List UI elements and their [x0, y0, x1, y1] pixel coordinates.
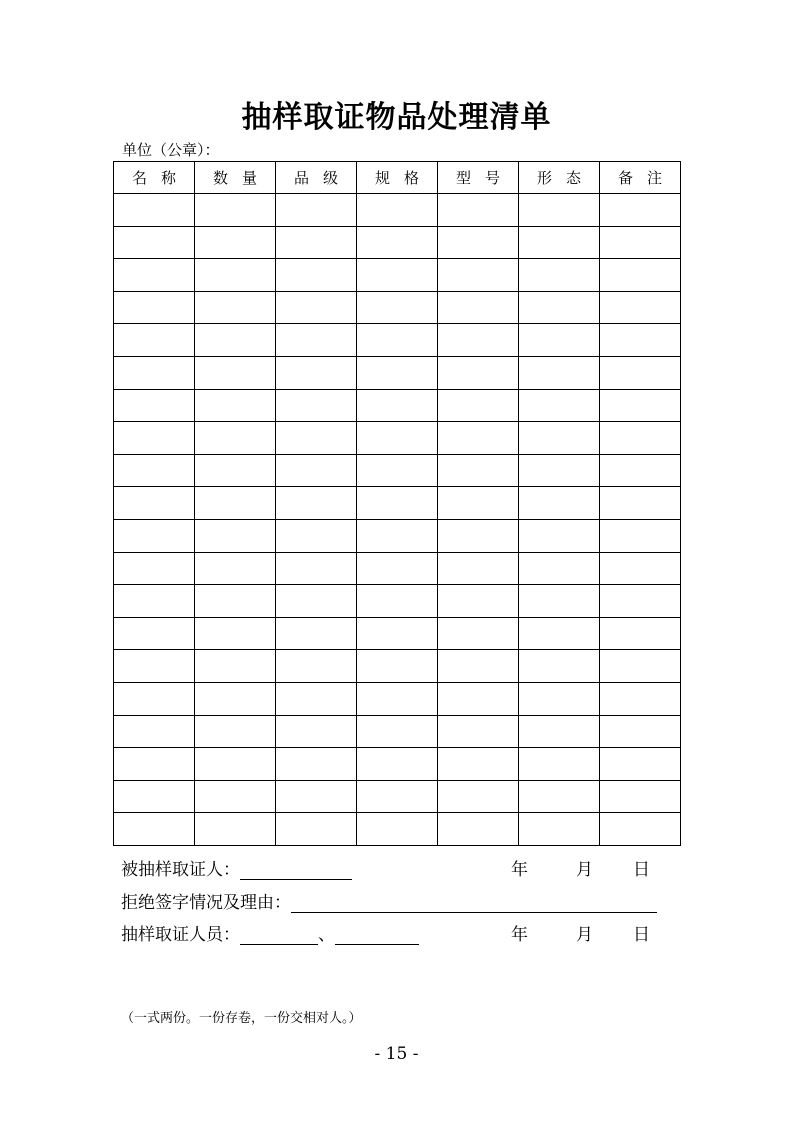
- table-cell[interactable]: [600, 682, 681, 715]
- table-row: [114, 194, 681, 227]
- table-cell[interactable]: [357, 226, 438, 259]
- table-cell[interactable]: [195, 226, 276, 259]
- table-cell[interactable]: [438, 715, 519, 748]
- date-day-label: 日: [633, 925, 650, 945]
- table-cell[interactable]: [519, 552, 600, 585]
- table-row: [114, 226, 681, 259]
- table-cell[interactable]: [195, 813, 276, 846]
- column-header-spec: 规格: [357, 162, 438, 194]
- table-cell[interactable]: [114, 324, 195, 357]
- table-row: [114, 291, 681, 324]
- table-cell[interactable]: [276, 585, 357, 618]
- table-cell[interactable]: [357, 650, 438, 683]
- table-cell[interactable]: [276, 356, 357, 389]
- table-cell[interactable]: [114, 617, 195, 650]
- table-cell[interactable]: [438, 650, 519, 683]
- table-cell[interactable]: [276, 617, 357, 650]
- table-cell[interactable]: [276, 682, 357, 715]
- refusal-row: [121, 888, 657, 913]
- column-header-quantity: 数量: [195, 162, 276, 194]
- table-row: [114, 422, 681, 455]
- table-cell[interactable]: [195, 585, 276, 618]
- unit-seal-label: 单位（公章）：: [122, 141, 220, 159]
- table-row: [114, 650, 681, 683]
- table-cell[interactable]: [357, 487, 438, 520]
- table-cell[interactable]: [195, 650, 276, 683]
- table-cell[interactable]: [195, 291, 276, 324]
- table-cell[interactable]: [114, 356, 195, 389]
- table-row: [114, 389, 681, 422]
- table-cell[interactable]: [276, 454, 357, 487]
- table-cell[interactable]: [519, 585, 600, 618]
- table-cell[interactable]: [519, 194, 600, 227]
- table-cell[interactable]: [114, 194, 195, 227]
- table-cell[interactable]: [438, 780, 519, 813]
- table-cell[interactable]: [438, 813, 519, 846]
- table-cell[interactable]: [600, 356, 681, 389]
- sampled-party-signature-line[interactable]: [240, 861, 352, 880]
- table-cell[interactable]: [519, 780, 600, 813]
- date-day-label: 日: [633, 860, 650, 880]
- copies-note: （一式两份。一份存卷，一份交相对人。）: [121, 1011, 362, 1026]
- table-cell[interactable]: [357, 552, 438, 585]
- staff-row: [121, 920, 419, 945]
- table-cell[interactable]: [438, 552, 519, 585]
- table-cell[interactable]: [114, 780, 195, 813]
- table-cell[interactable]: [438, 259, 519, 292]
- sampled-party-label: 被抽样取证人：: [121, 860, 240, 880]
- table-cell[interactable]: [357, 780, 438, 813]
- table-cell[interactable]: [195, 487, 276, 520]
- table-cell[interactable]: [276, 324, 357, 357]
- table-cell[interactable]: [519, 356, 600, 389]
- table-cell[interactable]: [276, 389, 357, 422]
- table-cell[interactable]: [357, 617, 438, 650]
- refusal-reason-line[interactable]: [291, 894, 657, 913]
- staff-date: [511, 920, 650, 945]
- table-cell[interactable]: [114, 259, 195, 292]
- table-cell[interactable]: [276, 259, 357, 292]
- table-cell[interactable]: [276, 487, 357, 520]
- table-cell[interactable]: [276, 813, 357, 846]
- table-cell[interactable]: [438, 356, 519, 389]
- table-cell[interactable]: [519, 226, 600, 259]
- column-header-model: 型号: [438, 162, 519, 194]
- table-cell[interactable]: [114, 650, 195, 683]
- table-cell[interactable]: [600, 291, 681, 324]
- date-year-label: 年: [511, 925, 528, 945]
- table-cell[interactable]: [195, 454, 276, 487]
- table-header-row: [114, 162, 681, 194]
- table-cell[interactable]: [114, 454, 195, 487]
- table-cell[interactable]: [276, 748, 357, 781]
- table-cell[interactable]: [357, 259, 438, 292]
- table-cell[interactable]: [114, 682, 195, 715]
- table-cell[interactable]: [357, 194, 438, 227]
- table-cell[interactable]: [195, 682, 276, 715]
- table-cell[interactable]: [357, 519, 438, 552]
- table-cell[interactable]: [195, 422, 276, 455]
- table-cell[interactable]: [600, 650, 681, 683]
- items-table: [113, 161, 681, 846]
- table-cell[interactable]: [114, 487, 195, 520]
- table-cell[interactable]: [195, 389, 276, 422]
- table-cell[interactable]: [114, 226, 195, 259]
- table-cell[interactable]: [438, 682, 519, 715]
- table-row: [114, 259, 681, 292]
- table-cell[interactable]: [114, 422, 195, 455]
- table-cell[interactable]: [600, 324, 681, 357]
- page-number: - 15 -: [374, 1044, 419, 1064]
- table-row: [114, 780, 681, 813]
- staff-separator: 、: [318, 925, 335, 945]
- table-cell[interactable]: [357, 389, 438, 422]
- table-cell[interactable]: [519, 389, 600, 422]
- table-cell[interactable]: [114, 389, 195, 422]
- table-cell[interactable]: [357, 422, 438, 455]
- table-cell[interactable]: [357, 324, 438, 357]
- table-cell[interactable]: [276, 780, 357, 813]
- table-cell[interactable]: [276, 715, 357, 748]
- table-row: [114, 454, 681, 487]
- table-cell[interactable]: [114, 748, 195, 781]
- column-header-name: 名称: [114, 162, 195, 194]
- table-cell[interactable]: [600, 389, 681, 422]
- table-cell[interactable]: [519, 715, 600, 748]
- table-cell[interactable]: [600, 748, 681, 781]
- table-cell[interactable]: [519, 748, 600, 781]
- staff-label: 抽样取证人员：: [121, 925, 240, 945]
- table-cell[interactable]: [195, 324, 276, 357]
- table-cell[interactable]: [600, 780, 681, 813]
- column-header-grade: 品级: [276, 162, 357, 194]
- table-row: [114, 356, 681, 389]
- table-cell[interactable]: [438, 585, 519, 618]
- table-cell[interactable]: [438, 454, 519, 487]
- table-row: [114, 519, 681, 552]
- table-row: [114, 748, 681, 781]
- table-cell[interactable]: [519, 617, 600, 650]
- table-cell[interactable]: [438, 748, 519, 781]
- table-cell[interactable]: [600, 585, 681, 618]
- table-cell[interactable]: [195, 715, 276, 748]
- table-cell[interactable]: [195, 519, 276, 552]
- table-cell[interactable]: [600, 487, 681, 520]
- table-cell[interactable]: [276, 519, 357, 552]
- table-cell[interactable]: [600, 194, 681, 227]
- table-cell[interactable]: [600, 552, 681, 585]
- table-cell[interactable]: [438, 422, 519, 455]
- column-header-form: 形态: [519, 162, 600, 194]
- column-header-remarks: 备注: [600, 162, 681, 194]
- table-cell[interactable]: [357, 291, 438, 324]
- table-row: [114, 617, 681, 650]
- table-row: [114, 715, 681, 748]
- table-cell[interactable]: [276, 650, 357, 683]
- table-cell[interactable]: [276, 194, 357, 227]
- table-cell[interactable]: [600, 715, 681, 748]
- table-cell[interactable]: [519, 487, 600, 520]
- table-cell[interactable]: [600, 813, 681, 846]
- table-row: [114, 487, 681, 520]
- table-cell[interactable]: [438, 194, 519, 227]
- table-cell[interactable]: [519, 324, 600, 357]
- form-title: 抽样取证物品处理清单: [241, 100, 552, 135]
- date-month-label: 月: [576, 925, 593, 945]
- table-cell[interactable]: [195, 356, 276, 389]
- table-cell[interactable]: [600, 422, 681, 455]
- table-cell[interactable]: [114, 519, 195, 552]
- table-cell[interactable]: [357, 585, 438, 618]
- table-body: [114, 194, 681, 846]
- table-cell[interactable]: [195, 748, 276, 781]
- table-cell[interactable]: [438, 291, 519, 324]
- table-cell[interactable]: [600, 617, 681, 650]
- table-cell[interactable]: [276, 552, 357, 585]
- date-year-label: 年: [511, 860, 528, 880]
- table-cell[interactable]: [519, 813, 600, 846]
- table-cell[interactable]: [357, 454, 438, 487]
- table-cell[interactable]: [438, 389, 519, 422]
- table-cell[interactable]: [600, 454, 681, 487]
- table-cell[interactable]: [519, 422, 600, 455]
- table-cell[interactable]: [195, 259, 276, 292]
- table-cell[interactable]: [276, 422, 357, 455]
- table-cell[interactable]: [114, 291, 195, 324]
- table-cell[interactable]: [114, 585, 195, 618]
- date-month-label: 月: [576, 860, 593, 880]
- table-cell[interactable]: [195, 617, 276, 650]
- table-cell[interactable]: [438, 324, 519, 357]
- table-cell[interactable]: [195, 552, 276, 585]
- table-cell[interactable]: [114, 552, 195, 585]
- table-cell[interactable]: [438, 487, 519, 520]
- table-cell[interactable]: [114, 813, 195, 846]
- table-cell[interactable]: [438, 519, 519, 552]
- table-cell[interactable]: [600, 226, 681, 259]
- table-cell[interactable]: [519, 291, 600, 324]
- table-row: [114, 813, 681, 846]
- staff-signature-line-1[interactable]: [240, 926, 318, 945]
- table-cell[interactable]: [519, 454, 600, 487]
- table-cell[interactable]: [600, 519, 681, 552]
- table-cell[interactable]: [357, 715, 438, 748]
- table-cell[interactable]: [195, 194, 276, 227]
- table-cell[interactable]: [276, 291, 357, 324]
- table-cell[interactable]: [195, 780, 276, 813]
- table-cell[interactable]: [438, 617, 519, 650]
- table-row: [114, 324, 681, 357]
- table-cell[interactable]: [357, 748, 438, 781]
- table-cell[interactable]: [519, 650, 600, 683]
- sampled-party-date: [511, 855, 650, 880]
- table-cell[interactable]: [357, 813, 438, 846]
- table-cell[interactable]: [276, 226, 357, 259]
- sampled-party-row: [121, 855, 352, 880]
- table-cell[interactable]: [114, 715, 195, 748]
- table-cell[interactable]: [357, 356, 438, 389]
- refusal-label: 拒绝签字情况及理由：: [121, 893, 291, 913]
- table-row: [114, 585, 681, 618]
- table-row: [114, 682, 681, 715]
- table-cell[interactable]: [357, 682, 438, 715]
- table-cell[interactable]: [438, 226, 519, 259]
- table-row: [114, 552, 681, 585]
- table-cell[interactable]: [519, 682, 600, 715]
- table-cell[interactable]: [519, 519, 600, 552]
- table-cell[interactable]: [600, 259, 681, 292]
- table-cell[interactable]: [519, 259, 600, 292]
- staff-signature-line-2[interactable]: [335, 926, 419, 945]
